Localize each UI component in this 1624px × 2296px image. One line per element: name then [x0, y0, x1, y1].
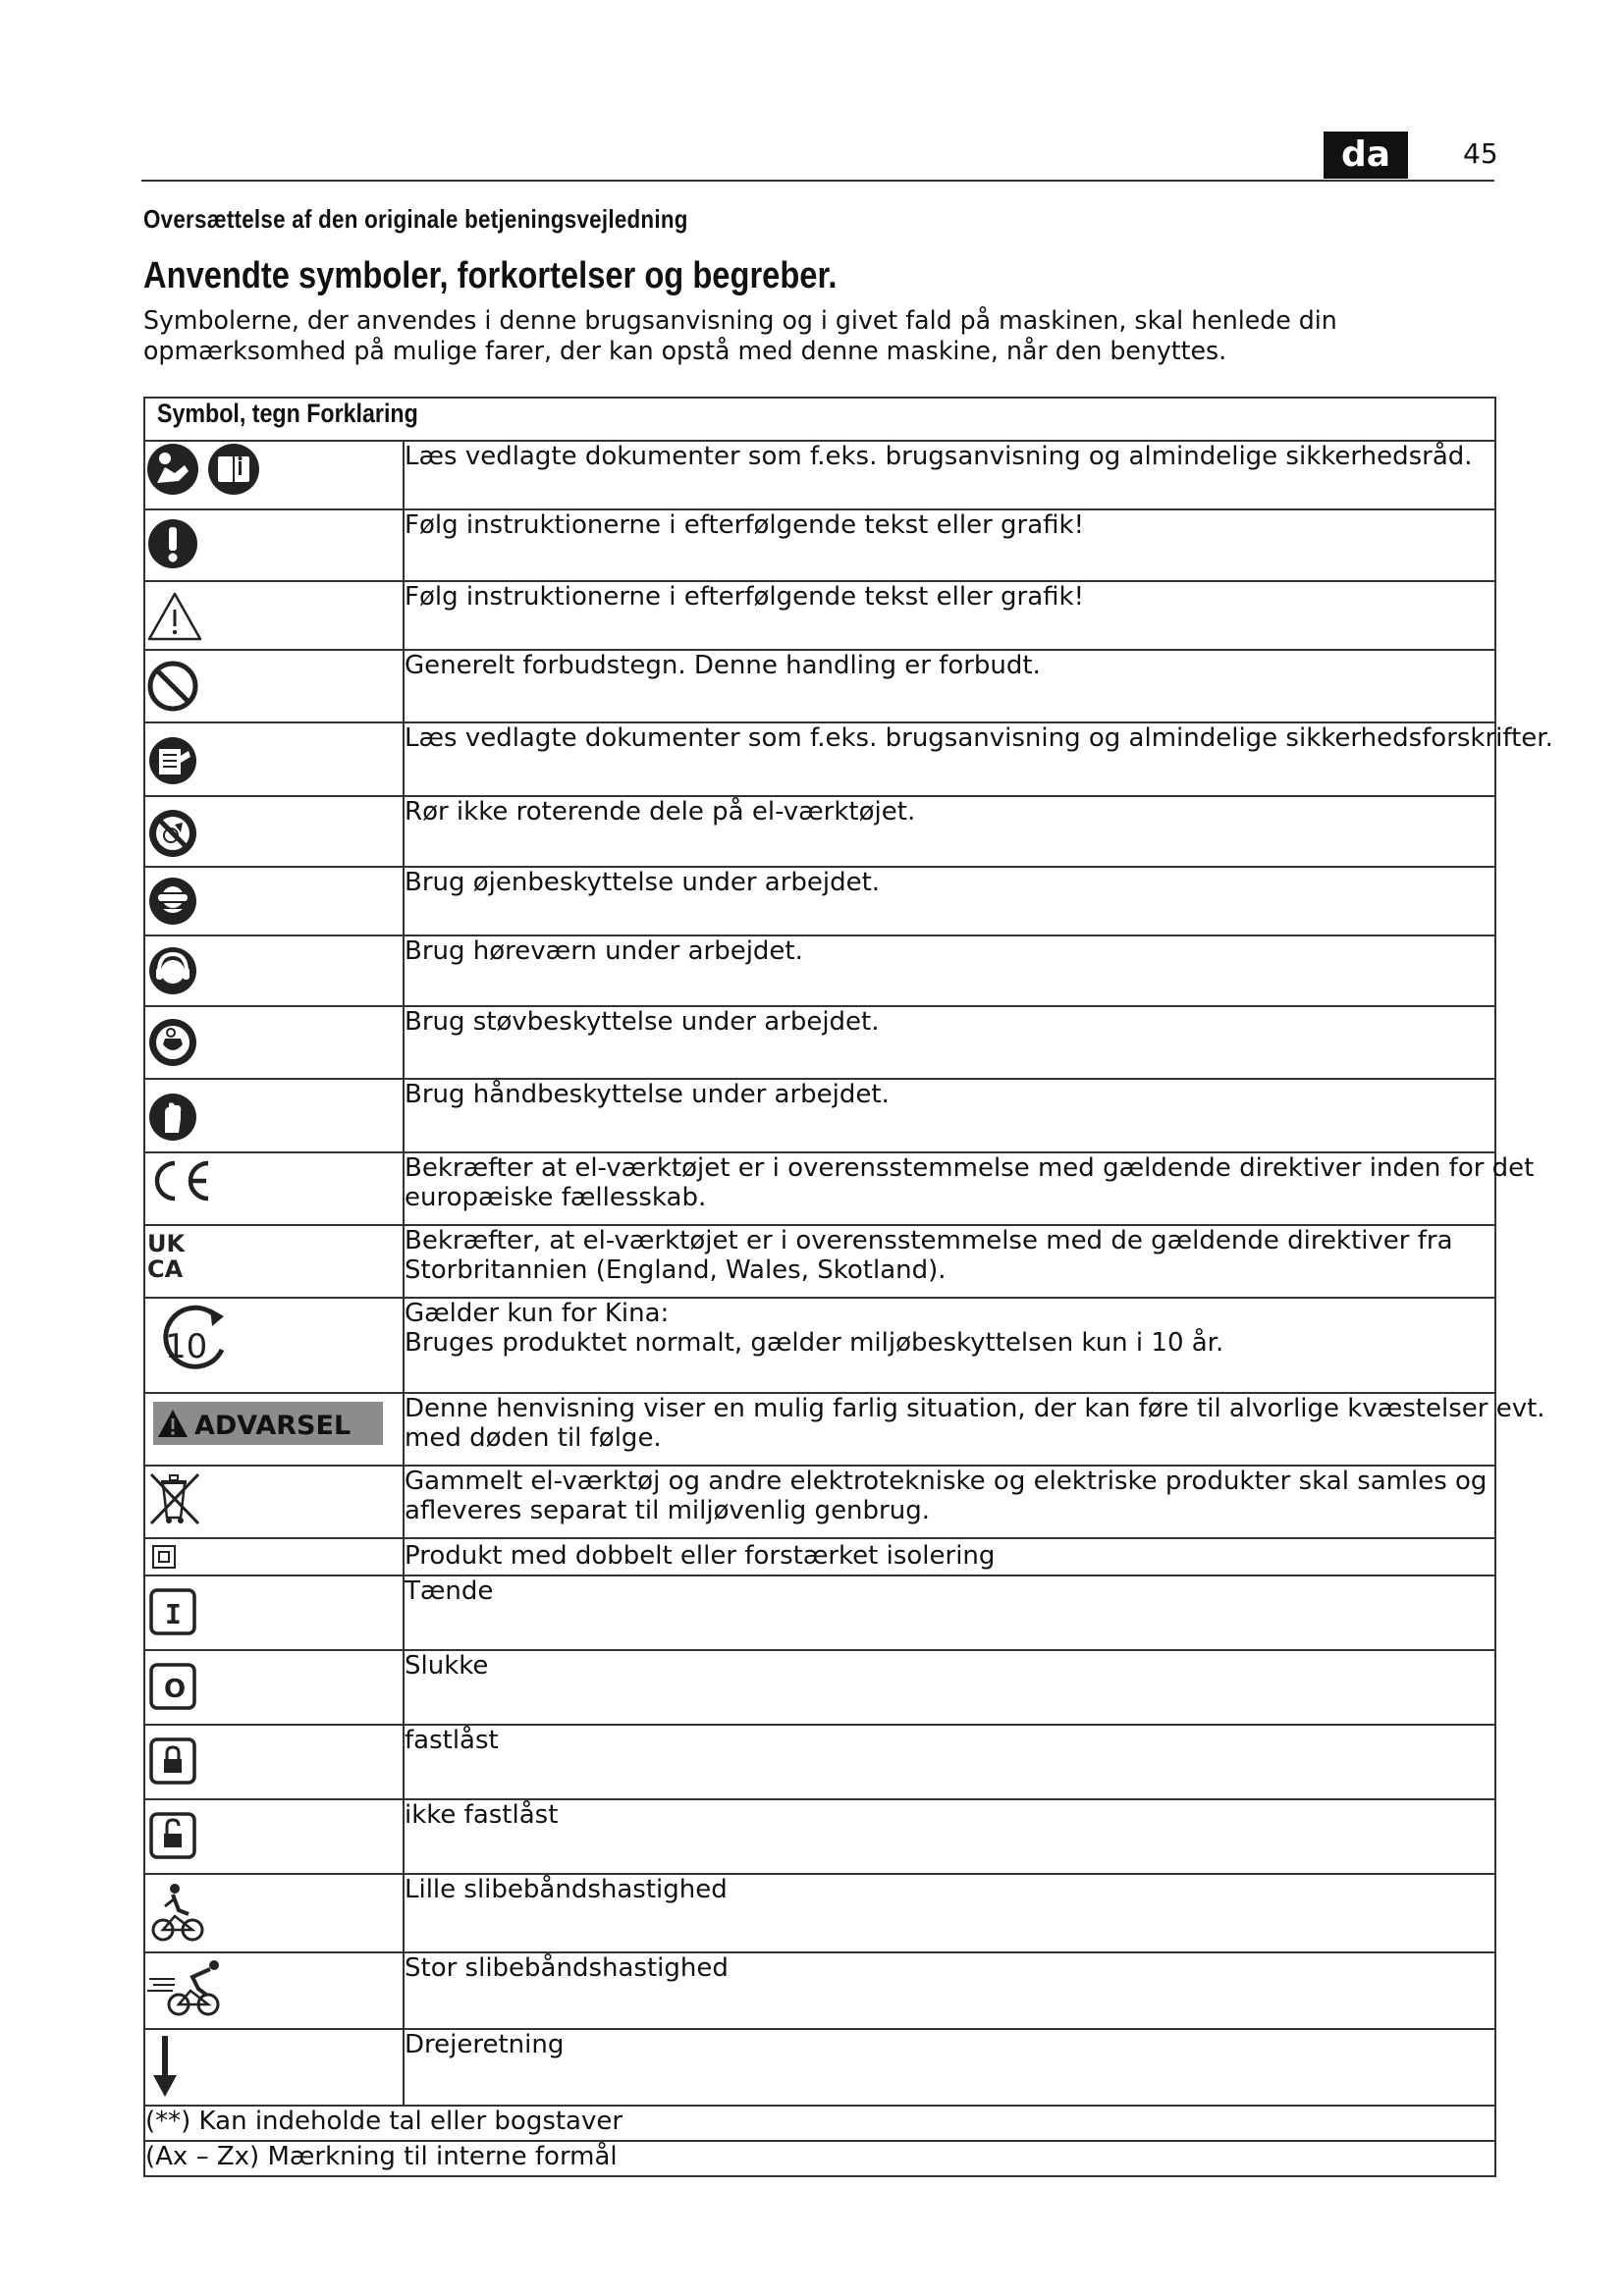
- table-row: [144, 722, 1495, 796]
- table-row: [144, 796, 1495, 867]
- table-row: [144, 867, 1495, 935]
- rotation-arrow-icon: [145, 2030, 403, 2101]
- document-subtitle: Oversættelse af den originale betjeningsvejledning: [143, 204, 688, 234]
- table-row: [144, 1298, 1495, 1393]
- no-touch-rotating-icon: [145, 797, 403, 860]
- table-row: [144, 650, 1495, 722]
- unlocked-icon: [145, 1800, 403, 1865]
- epup-number: 10: [165, 1327, 208, 1366]
- section-heading: Anvendte symboler, forkortelser og begreber.: [143, 255, 838, 296]
- table-row: [144, 509, 1495, 581]
- table-header-row: [144, 398, 1495, 441]
- mandatory-exclamation-icon: [145, 510, 403, 571]
- row-text: Gælder kun for Kina:: [405, 1299, 670, 1328]
- ce-mark-icon: [145, 1153, 403, 1210]
- read-manual-icon: [145, 442, 403, 499]
- table-row: [144, 1538, 1495, 1575]
- row-text: Generelt forbudstegn. Denne handling er forbudt.: [405, 651, 1041, 680]
- row-text: Bruges produktet normalt, gælder miljøbeskyttelsen kun i 10 år.: [405, 1328, 1224, 1358]
- table-row: [144, 1799, 1495, 1874]
- locked-icon: [145, 1726, 403, 1790]
- switch-on-icon: [145, 1576, 403, 1641]
- table-header: Symbol, tegn Forklaring: [157, 399, 418, 428]
- table-row: [144, 2029, 1495, 2106]
- eye-protection-icon: [145, 868, 403, 927]
- switch-on-symbol: I: [165, 1598, 182, 1630]
- table-row: [144, 1874, 1495, 1952]
- row-text: afleveres separat til miljøvenlig genbrug.: [405, 1496, 930, 1525]
- dust-protection-icon: [145, 1007, 403, 1068]
- row-text: Rør ikke roterende dele på el-værktøjet.: [405, 797, 916, 827]
- table-row: [144, 1466, 1495, 1538]
- hand-protection-icon: [145, 1080, 403, 1143]
- row-text: med døden til følge.: [405, 1423, 662, 1453]
- hearing-protection-icon: [145, 936, 403, 997]
- table-row: [144, 1650, 1495, 1725]
- fast-speed-bike-icon: [145, 1953, 403, 2020]
- row-text: europæiske fællesskab.: [405, 1183, 707, 1212]
- table-row: [144, 1725, 1495, 1799]
- switch-off-icon: [145, 1651, 403, 1716]
- prohibition-icon: [145, 651, 403, 714]
- language-badge: da: [1324, 132, 1408, 179]
- advarsel-label-icon: [153, 1402, 403, 1445]
- row-text: Gammelt el-værktøj og andre elektrotekniske og elektriske produkter skal samles og: [405, 1467, 1488, 1496]
- intro-paragraph: Symbolerne, der anvendes i denne brugsanvisning og i givet fald på maskinen, skal henlede din opmærksomhed på mulige farer, der kan opstå med denne maskine, når den benyttes.: [143, 306, 1337, 366]
- row-text: Tænde: [405, 1576, 494, 1606]
- weee-bin-icon: [145, 1467, 403, 1529]
- row-text: Slukke: [405, 1651, 489, 1681]
- advarsel-text: ADVARSEL: [194, 1411, 352, 1441]
- table-row: [144, 1952, 1495, 2029]
- table-row: [144, 1225, 1495, 1298]
- footnote-text: (**) Kan indeholde tal eller bogstaver: [145, 2107, 623, 2136]
- row-text: Brug øjenbeskyttelse under arbejdet.: [405, 868, 881, 897]
- table-footer-row: [144, 2106, 1495, 2141]
- table-footer-row: [144, 2141, 1495, 2176]
- symbols-table: [143, 397, 1553, 2177]
- row-text: Brug håndbeskyttelse under arbejdet.: [405, 1080, 890, 1109]
- switch-off-symbol: O: [164, 1675, 187, 1704]
- row-text: Følg instruktionerne i efterfølgende tekst eller grafik!: [405, 582, 1085, 612]
- row-text: Produkt med dobbelt eller forstærket isolering: [405, 1541, 996, 1571]
- double-insulation-icon: [151, 1543, 403, 1571]
- read-documents-icon: [145, 723, 403, 786]
- ukca-top-text: UK: [147, 1230, 186, 1257]
- table-row: [144, 1152, 1495, 1225]
- row-text: Brug støvbeskyttelse under arbejdet.: [405, 1007, 880, 1037]
- ukca-mark-icon: [145, 1226, 403, 1285]
- slow-speed-bike-icon: [145, 1875, 403, 1946]
- table-row: [144, 1575, 1495, 1650]
- row-text: Læs vedlagte dokumenter som f.eks. brugsanvisning og almindelige sikkerhedsforskrifter.: [405, 723, 1553, 753]
- row-text: Bekræfter at el-værktøjet er i overensstemmelse med gældende direktiver inden for det: [405, 1153, 1535, 1183]
- row-text: ikke fastlåst: [405, 1800, 559, 1830]
- table-row: [144, 1079, 1495, 1152]
- footnote-text: (Ax – Zx) Mærkning til interne formål: [145, 2142, 618, 2171]
- row-text: Denne henvisning viser en mulig farlig situation, der kan føre til alvorlige kvæstelser evt.: [405, 1394, 1545, 1423]
- table-row: [144, 935, 1495, 1006]
- page-number: 45: [1463, 137, 1498, 170]
- warning-triangle-icon: [145, 582, 403, 643]
- header-rule: [141, 180, 1494, 182]
- china-epup-10-icon: [145, 1299, 403, 1387]
- row-text: Læs vedlagte dokumenter som f.eks. brugsanvisning og almindelige sikkerhedsråd.: [405, 442, 1473, 471]
- row-text: Følg instruktionerne i efterfølgende tekst eller grafik!: [405, 510, 1085, 540]
- row-text: Brug høreværn under arbejdet.: [405, 936, 803, 966]
- row-text: fastlåst: [405, 1726, 499, 1755]
- ukca-bottom-text: CA: [147, 1255, 184, 1283]
- table-row: [144, 441, 1495, 509]
- table-row: [144, 1006, 1495, 1079]
- row-text: Lille slibebåndshastighed: [405, 1875, 728, 1904]
- row-text: Stor slibebåndshastighed: [405, 1953, 729, 1983]
- table-row: [144, 1393, 1495, 1466]
- row-text: Drejeretning: [405, 2030, 565, 2059]
- row-text: Storbritannien (England, Wales, Skotland).: [405, 1255, 947, 1285]
- row-text: Bekræfter, at el-værktøjet er i overensstemmelse med de gældende direktiver fra: [405, 1226, 1453, 1255]
- table-row: [144, 581, 1495, 650]
